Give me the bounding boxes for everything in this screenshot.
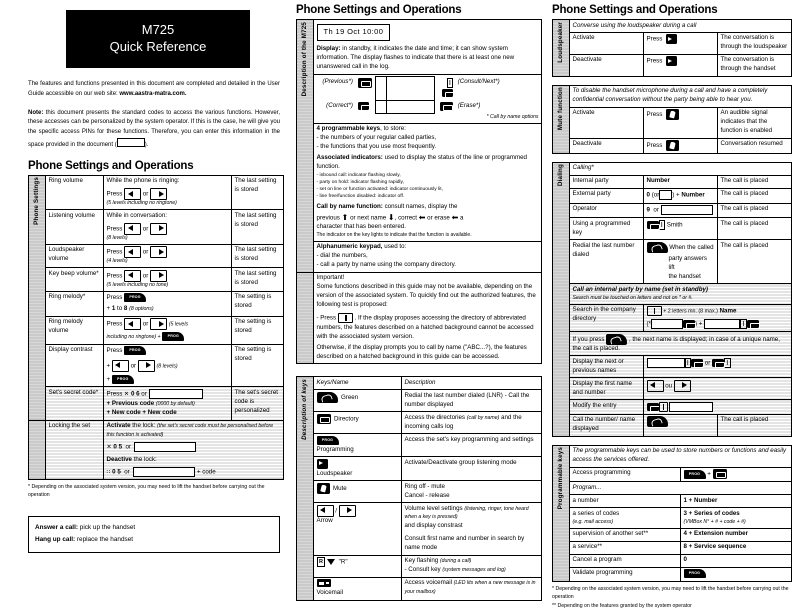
green-call-icon (647, 416, 668, 427)
column-header-keys: Keys/Name (314, 377, 402, 390)
setting-result: The set's secret code is personalized (232, 387, 284, 421)
left-footnote: * Depending on the associated system version, you may need to lift the handset before carrying out the operation (28, 484, 265, 499)
table-row (29, 420, 284, 479)
arrow-left-key-icon (124, 270, 141, 282)
dial-label: Display the first name and number (570, 378, 644, 400)
key-cell: Mute (314, 481, 402, 503)
loudspeaker-icon (666, 56, 677, 66)
table-row (297, 74, 542, 123)
action-label: Activate (570, 107, 644, 138)
setting-result: The setting is stored (232, 344, 284, 386)
directory-box-key-icon (338, 313, 353, 323)
setting-action: Press ✕ 0 6 or + Previous code (0000 by default) + New code + New code (104, 387, 232, 421)
directory-key-icon (712, 359, 724, 367)
key-description: Activate/Deactivate group listening mode (402, 457, 542, 481)
program-item-label: a number (570, 495, 681, 508)
arrow-right-key-icon (150, 188, 167, 200)
arrow-right-key-icon (150, 318, 167, 330)
arrow-left-key-icon (112, 360, 129, 372)
product-name: M725 (141, 22, 175, 37)
modify-key-icon (659, 402, 668, 412)
intro-text-2-end: ). (144, 141, 149, 148)
arrow-right-key-icon (339, 505, 356, 517)
prog-key-item: - the numbers of your regular called parties, (316, 134, 437, 142)
locking-action: Activate the lock: (the set's secret code must be personalised before this function is activated) ✕ 0 5 or Deactive the lock: ∷ 0 5 or + code (104, 420, 284, 479)
arrow-right-key-icon (150, 223, 167, 235)
arrow-right-key-icon (674, 380, 691, 392)
key-cell: PROG Programming (314, 434, 402, 457)
keypad-item: - dial the numbers, (316, 252, 368, 260)
key-description: Access the directories (call by name) and the incoming calls log (402, 412, 542, 434)
programming-key-icon: PROG (162, 332, 184, 341)
key-cell: R "R" (314, 555, 402, 577)
erase-key-icon-cell (434, 100, 456, 113)
callbyname-note: The indicator on the key lights to indicate that the function is available. (316, 232, 472, 239)
arrow-right-key-icon (150, 246, 167, 258)
line-key-icon: | (659, 220, 666, 230)
action-result: The conversation is through the handset (718, 54, 792, 76)
arrow-left-key-icon (124, 246, 141, 258)
setting-name: Key beep volume* (46, 268, 104, 292)
dial-label: Operator (570, 203, 644, 218)
features-cell: 4 programmable keys, to store: - the numbers of your regular called parties, - the functions that you use most frequently. Associated indicators: used to display the status of the line or programmed function. - inbound call: indicator flashing slowly, - party on hold: indicator flashing rapidly, - set on line or function activated: indicator continuously lit, - line free/function disabled: indicator off. Call by name function: consult names, display the previous ⬆ or next name ⬇, correct ⬅ or erase ⬅ a character that has been entered. The indicator on the key lights to indicate that the function is available. (314, 123, 542, 241)
key-description: Access voicemail (LED lits when a new message is in your mailbox) (402, 577, 542, 600)
side-label-spacer (29, 420, 46, 479)
arrow-left-key-icon (124, 223, 141, 235)
key-cell: Green (314, 390, 402, 412)
action-result: Conversation resumed (718, 138, 792, 153)
middle-column (290, 0, 548, 597)
table-row (29, 268, 284, 292)
table-row (553, 20, 792, 33)
program-label: Program... (570, 482, 792, 495)
arrow-left-key-icon (124, 318, 141, 330)
r-key-icon: R (317, 557, 326, 567)
table-row (553, 495, 792, 508)
table-row (297, 241, 542, 272)
table-row (553, 445, 792, 467)
dial-action: Number (644, 175, 718, 188)
table-row (29, 210, 284, 245)
program-item-label: supervision of another set** (570, 528, 681, 541)
programming-icon: PROG (317, 436, 339, 445)
table-row (297, 481, 542, 503)
action-label: Deactivate (570, 54, 644, 76)
dial-result: The call is placed (718, 175, 792, 188)
line-key-icon: | (685, 358, 692, 368)
intro-paragraph-2 (28, 109, 280, 151)
arrow-down-icon: ⬇ (387, 212, 395, 222)
table-row (553, 162, 792, 175)
action-label: Activate (570, 32, 644, 54)
key-cell: Voicemail (314, 577, 402, 600)
setting-name: Ring melody volume (46, 316, 104, 344)
column-header-description: Description (402, 377, 542, 390)
dial-action: | or | (644, 356, 792, 378)
dialing-table (552, 162, 792, 437)
key-description: Ring off - mute Cancel - release (402, 481, 542, 503)
lock-code-field-box (134, 442, 196, 452)
mute-table (552, 85, 792, 154)
correct-label: (Correct*) (326, 101, 353, 109)
phone-settings-table (28, 175, 284, 480)
side-label-programmable: Programmable keys (553, 445, 570, 581)
consult-key-icons (434, 77, 456, 100)
dial-label: Call the number/ name displayed (570, 414, 644, 436)
setting-result: The last setting is stored (232, 244, 284, 268)
table-row (553, 32, 792, 54)
table-row (29, 316, 284, 344)
section-heading-mid: Phone Settings and Operations (296, 4, 462, 16)
table-row (553, 541, 792, 554)
mute-header: To disable the handset microphone during a call and have a completely confidential conversation without the party being able to hear you. (570, 85, 792, 107)
dial-label: Using a programmed key (570, 218, 644, 240)
note-label: Note: (28, 109, 44, 116)
program-item-value: 3 + Series of codes (VMBox N° + # + code + #) (681, 508, 792, 529)
intro-text-1: The features and functions presented in this document are completed and detailed in the User Guide accessible on our web site: (28, 81, 280, 98)
table-row (553, 467, 792, 482)
table-row (297, 20, 542, 75)
directory-icon (317, 414, 331, 424)
table-row (29, 175, 284, 210)
key-description: Volume level settings (listening, ringer, tone heard when a key is pressed) and display constrast Consult first name and number in search by name mode (402, 503, 542, 556)
loudspeaker-table (552, 19, 792, 77)
prog-key-item: - the functions that you use most frequently. (316, 143, 437, 151)
prog-key-slot (376, 100, 387, 113)
dial-label: Internal party (570, 175, 644, 188)
programming-key-icon: PROG (684, 569, 706, 578)
table-row (553, 218, 792, 240)
table-header-row (297, 377, 542, 390)
program-item-value (681, 567, 792, 581)
setting-action: While the phone is ringing: Press or (5 levels including no ringtone) (104, 175, 232, 210)
table-row (297, 555, 542, 577)
side-label-spacer (297, 272, 314, 364)
code-field-box (659, 190, 672, 200)
table-row (297, 434, 542, 457)
display-sample: Th 19 Oct 10:00 (317, 24, 391, 42)
dial-action: 0 (or ) + Number (644, 188, 718, 203)
dial-result: The call is placed (718, 414, 792, 436)
table-row (553, 554, 792, 567)
setting-result: The setting is stored (232, 291, 284, 316)
programming-key-icon: PROG (124, 293, 146, 302)
dial-action: When the called party answers lift the handset (644, 240, 718, 284)
setting-result: The setting is stored (232, 316, 284, 344)
search-action: + 2 letters mn. (8 max.) Name (* ) + | (644, 304, 792, 331)
line-key-icon: | (724, 358, 731, 368)
title-block (66, 10, 250, 68)
dial-result: The call is placed (718, 218, 792, 240)
dial-label: Modify the entry (570, 400, 644, 415)
program-item-value: 1 + Number (681, 495, 792, 508)
description-keys-table (296, 376, 542, 600)
table-row (553, 188, 792, 203)
directory-key-icon (440, 102, 453, 111)
directory-key-icon-cell (355, 77, 376, 100)
assoc-item: - party on hold: indicator flashing rapidly, (316, 180, 404, 186)
correct-key-icon-cell (355, 100, 376, 113)
table-row (553, 203, 792, 218)
table-row (29, 244, 284, 268)
action-result: The conversation is through the loudspeaker (718, 32, 792, 54)
directory-key-icon (683, 320, 695, 328)
dial-action: | Smith (644, 218, 718, 240)
dial-label: External party (570, 188, 644, 203)
side-label-description-m725: Description of the M725 (297, 20, 314, 273)
green-call-icon (317, 392, 338, 403)
setting-name: Listening volume (46, 210, 104, 245)
right-footnote-2: ** Depending on the features granted by the system operator (552, 603, 692, 610)
arrow-up-icon: ⬆ (341, 212, 349, 222)
section-heading-left: Phone Settings and Operations (28, 159, 194, 172)
table-row (553, 332, 792, 356)
program-item-label: a series of codes (e.g. mail access) (570, 508, 681, 529)
dial-action (644, 400, 792, 415)
previous-label: (Previous*) (322, 78, 353, 86)
table-row (553, 400, 792, 415)
setting-result: The last setting is stored (232, 210, 284, 245)
dial-result: The call is placed (718, 203, 792, 218)
section-heading-right: Phone Settings and Operations (552, 4, 718, 16)
dial-action: 9 or (644, 203, 718, 218)
table-row (297, 390, 542, 412)
hangup-call-line: Hang up call: replace the handset (35, 536, 134, 544)
programmable-keys-table (552, 445, 792, 582)
intro-paragraph-1 (28, 80, 280, 99)
table-row (29, 387, 284, 421)
voicemail-icon (317, 579, 331, 587)
setting-action: Press PROG + 1 to 8 (8 options) (104, 291, 232, 316)
key-cell: / Arrow (314, 503, 402, 556)
right-column (548, 0, 800, 610)
side-label-loudspeaker: Loudspeaker (553, 20, 570, 77)
green-call-icon (606, 334, 627, 345)
table-row (553, 175, 792, 188)
mute-icon (666, 109, 679, 120)
setting-result: The last setting is stored (232, 175, 284, 210)
key-map-cell (314, 74, 542, 123)
directory-key-icon (647, 403, 659, 411)
setting-action: Press or (5 levels including no tone) (104, 268, 232, 292)
important-cell: Important! Some functions described in this guide may not be available, depending on the version of the associated system. To quickly find out the authorized features, the following test is proposed: - Press . If the display proposes accessing the directory of abbreviated numbers, the features described on a hatched background cannot be accessed with the associated system version. Otherwise, if the display prompts you to call by name ("ABC...?), the features described on a hatched background in this guide can be accessed. (314, 272, 542, 364)
key-cell: Directory (314, 412, 402, 434)
table-row (553, 414, 792, 436)
table-row (553, 284, 792, 305)
up-down-icon: | (447, 78, 454, 88)
description-m725-table (296, 19, 542, 364)
table-row (553, 528, 792, 541)
ifpress-cell: If you press , the next name is displayed; in case of a unique name, the call is placed. (570, 332, 792, 356)
setting-name: Ring volume (46, 175, 104, 210)
table-row (553, 508, 792, 529)
table-row (553, 54, 792, 76)
table-row (553, 240, 792, 284)
left-column (0, 0, 290, 547)
right-footnote-1: * Depending on the associated system version, you may need to lift the handset before carrying out the operation (552, 585, 789, 601)
search-label: Search in the company directory (570, 304, 644, 331)
table-row (553, 356, 792, 378)
directory-key-icon (647, 221, 659, 229)
program-item-label: Validate programming (570, 567, 681, 581)
triangle-down-icon (327, 559, 335, 565)
unlock-code-field-box (133, 467, 195, 477)
key-map-row (317, 77, 539, 100)
directory-key-icon (358, 78, 372, 88)
call-handling-box (28, 516, 280, 554)
table-row (29, 344, 284, 386)
table-row (553, 85, 792, 107)
consult-label: (Consult/Next*) (457, 78, 500, 86)
setting-action: Press or (5 levels including no ringtone) + PROG (104, 316, 232, 344)
key-cell: Loudspeaker (314, 457, 402, 481)
prog-key-slot (386, 77, 434, 100)
directory-key-icon (442, 89, 453, 97)
arrow-left-key-icon (317, 505, 334, 517)
dialing-header: Calling* (570, 162, 792, 175)
table-row (553, 482, 792, 495)
erase-label: (Erase*) (457, 101, 481, 109)
setting-action: Press or (4 levels) (104, 244, 232, 268)
document-subtitle: Quick Reference (109, 39, 207, 55)
assoc-item: - inbound call: indicator flashing slowly, (316, 173, 401, 179)
program-item-label: Cancel a program (570, 554, 681, 567)
table-row (553, 567, 792, 581)
setting-name: Display contrast (46, 344, 104, 386)
blank-field-box (117, 138, 145, 147)
dial-label: Display the next or previous names (570, 356, 644, 378)
keypad-cell: Alphanumeric keypad, used to: - dial the numbers, - call a party by name using the company directory. (314, 241, 542, 272)
table-row (297, 503, 542, 556)
access-programming-action: PROG + (681, 467, 792, 482)
programming-key-icon: PROG (124, 346, 146, 355)
answer-call-line: Answer a call: pick up the handset (35, 523, 136, 531)
arrow-correct-icon: ⬅ (418, 212, 426, 222)
name-field-box (647, 358, 685, 368)
code-field-box (149, 389, 203, 399)
setting-result: The last setting is stored (232, 268, 284, 292)
setting-action: While in conversation: Press or (8 levels) (104, 210, 232, 245)
prog-key-slot (376, 77, 387, 100)
green-call-icon (647, 242, 668, 253)
table-row (297, 457, 542, 481)
program-item-value: 0 (681, 554, 792, 567)
loudspeaker-header: Converse using the loudspeaker during a call (570, 20, 792, 33)
dial-action: ou (644, 378, 792, 400)
side-label-mute: Mute function (553, 85, 570, 153)
key-description: Key flashing (during a call) - Consult key (system messages and log) (402, 555, 542, 577)
mute-icon (317, 483, 330, 494)
action-press: Press (644, 54, 718, 76)
arrow-left-key-icon (647, 380, 664, 392)
directory-box-key-icon (647, 306, 662, 316)
dial-action (644, 414, 718, 436)
search-field-box (651, 319, 683, 329)
table-row (553, 138, 792, 153)
directory-key-icon (358, 102, 369, 110)
action-press: Press (644, 138, 718, 153)
arrow-right-key-icon (150, 270, 167, 282)
programming-key-icon: PROG (684, 470, 706, 479)
entry-field-box (669, 402, 713, 412)
loudspeaker-icon (666, 34, 677, 44)
assoc-item: - set on line or function activated: indicator continuously lit, (316, 187, 443, 193)
dial-label: Redial the last number dialed (570, 240, 644, 284)
arrow-left-key-icon (124, 188, 141, 200)
keypad-item: - call a party by name using the company directory. (316, 261, 457, 269)
key-description: Redial the last number dialed (LNR) - Call the number displayed (402, 390, 542, 412)
table-row (297, 123, 542, 241)
program-item-value: 4 + Extension number (681, 528, 792, 541)
dial-result: The call is placed (718, 240, 792, 284)
byname-header-cell: Call an internal party by name (set in standby) Search must be touched on letters and not on * or #. (570, 284, 792, 305)
setting-name: Ring melody* (46, 291, 104, 316)
setting-action: Press PROG + or (8 levels) + PROG (104, 344, 232, 386)
setting-name: Set's secret code* (46, 387, 104, 421)
table-row (297, 577, 542, 600)
action-press: Press (644, 107, 718, 138)
key-map-row (317, 100, 539, 113)
table-row (29, 291, 284, 316)
mute-icon (666, 140, 679, 151)
dial-result: The call is placed (718, 188, 792, 203)
assoc-item: - line free/function disabled: indicator off. (316, 194, 405, 200)
side-label-dialing: Dialing (553, 162, 570, 436)
directory-key-icon (747, 320, 759, 328)
table-row (553, 304, 792, 331)
intro-text-2: this document presents the standard codes to access the various functions. However, these accesses can be personalized by the system operator. If this is the case, he will give you the specific access PINs for these functions. Therefore, you can enter this information in the space provided in the document ( (28, 109, 280, 148)
program-item-value: 8 + Service sequence (681, 541, 792, 554)
display-description-cell: Th 19 Oct 10:00 Display: in standby, it indicates the date and time; it can show system information. The display flashes to indicate that there is at least one new unanswered call in the log. (314, 20, 542, 75)
programmable-header: The programmable keys can be used to store numbers or functions and easily access the services offered. (570, 445, 792, 467)
loudspeaker-icon (317, 459, 328, 469)
access-programming-label: Access programming (570, 467, 681, 482)
setting-name: Loudspeaker volume (46, 244, 104, 268)
setting-name: Locking the set (46, 420, 104, 479)
website-url: www.aastra-matra.com. (119, 91, 187, 98)
programming-key-icon: PROG (112, 375, 134, 384)
arrow-erase-icon: ⬅ (451, 212, 459, 222)
operator-code-field-box (661, 205, 713, 215)
prog-key-slot (386, 100, 434, 113)
action-press: Press (644, 32, 718, 54)
key-description: Access the set's key programming and settings (402, 434, 542, 457)
line-key-icon: | (740, 319, 747, 329)
name-field-box (704, 319, 740, 329)
key-map-footnote: * Call by name options (486, 113, 539, 120)
table-row (297, 272, 542, 364)
directory-key-icon (713, 469, 727, 479)
side-label-phone-settings: Phone Settings (29, 175, 46, 420)
action-result: An audible signal indicates that the function is enabled (718, 107, 792, 138)
table-row (553, 378, 792, 400)
side-label-description-keys: Description of keys (297, 377, 314, 600)
action-label: Deactivate (570, 138, 644, 153)
directory-key-icon (691, 359, 703, 367)
table-row (553, 107, 792, 138)
program-item-label: a service** (570, 541, 681, 554)
arrow-right-key-icon (138, 360, 155, 372)
table-row (297, 412, 542, 434)
